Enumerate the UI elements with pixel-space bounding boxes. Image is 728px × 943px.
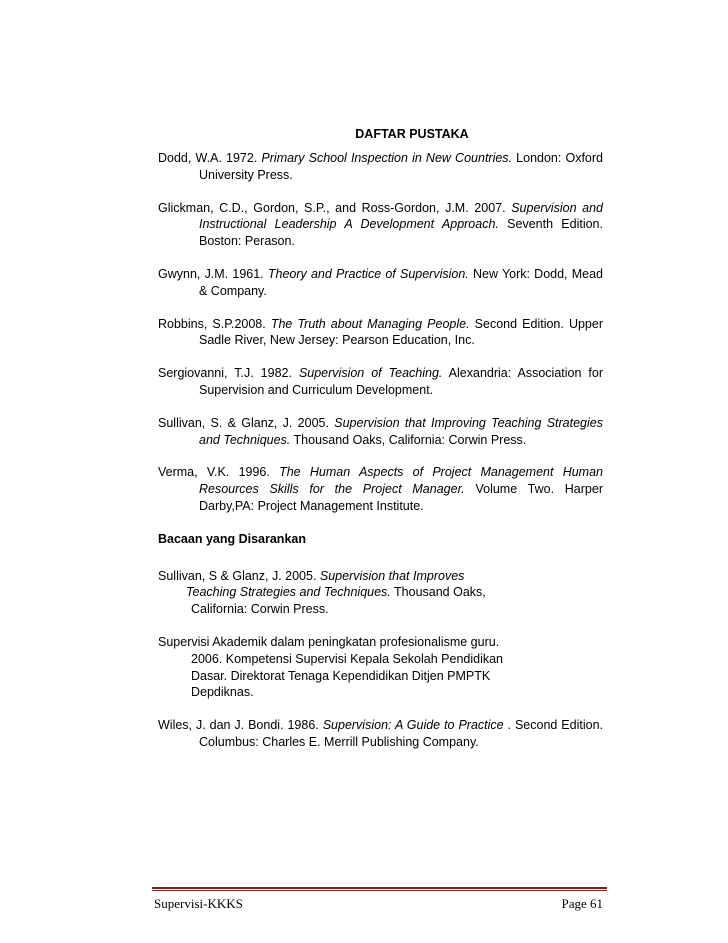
suggested-reference <box>158 634 603 701</box>
ref-line: Supervisi Akademik dalam peningkatan profesionalisme guru. <box>158 634 500 649</box>
ref-title: Supervision that Improving Teaching Strategies and Techniques. <box>199 415 603 447</box>
ref-publisher: Seventh Edition. Boston: Perason. <box>199 217 603 249</box>
ref-author-year: Glickman, C.D., Gordon, S.P., and Ross-Gordon, J.M. 2007. <box>158 200 512 215</box>
page-title: DAFTAR PUSTAKA <box>355 127 469 141</box>
reference-entry <box>158 365 603 399</box>
ref-title: Theory and Practice of Supervision. <box>267 266 469 281</box>
footer-page-number: Page 61 <box>561 896 603 911</box>
ref-author-year: Sullivan, S. & Glanz, J. 2005. <box>158 415 335 430</box>
reference-entry <box>158 464 603 514</box>
ref-line: California: Corwin Press. <box>191 602 329 617</box>
reference-entry <box>158 266 603 300</box>
ref-author-year: Robbins, S.P.2008. <box>158 316 271 331</box>
suggested-reference <box>158 568 603 618</box>
reference-entry <box>158 316 603 350</box>
ref-author-year: Wiles, J. dan J. Bondi. 1986. <box>158 718 323 733</box>
ref-publisher: Thousand Oaks, <box>390 585 486 600</box>
ref-author-year: Sergiovanni, T.J. 1982. <box>158 366 299 381</box>
ref-title: Supervision that Improves <box>319 568 465 583</box>
ref-author-year: Verma, V.K. 1996. <box>158 465 280 480</box>
ref-line <box>158 584 603 601</box>
ref-author-year: Sullivan, S & Glanz, J. 2005. <box>158 568 320 583</box>
ref-title: The Human Aspects of Project Management Human Resources Skills for the Project Manager. <box>199 465 603 497</box>
reference-entry <box>158 150 603 184</box>
ref-publisher: Volume Two. Harper Darby,PA: Project Management Institute. <box>199 482 603 513</box>
ref-publisher: . Second Edition. Columbus: Charles E. Merrill Publishing Company. <box>199 718 603 749</box>
ref-author-year: Dodd, W.A. 1972. <box>158 151 262 165</box>
ref-title: Supervision and Instructional Leadership A Development Approach. <box>199 200 603 232</box>
ref-title: The Truth about Managing People. <box>270 316 470 331</box>
ref-author-year: Gwynn, J.M. 1961. <box>158 266 268 281</box>
ref-title: Supervision of Teaching. <box>298 366 443 381</box>
suggested-reference <box>158 717 603 751</box>
ref-publisher: Thousand Oaks, California: Corwin Press. <box>290 432 527 447</box>
ref-publisher: Alexandria: Association for Supervision and Curriculum Development. <box>199 366 603 397</box>
bibliography <box>158 150 603 767</box>
ref-publisher: Second Edition. Upper Sadle River, New Jersey: Pearson Education, Inc. <box>199 316 603 348</box>
ref-publisher: New York: Dodd, Mead & Company. <box>199 266 603 298</box>
ref-line: Depdiknas. <box>191 685 254 700</box>
ref-line <box>158 568 603 585</box>
ref-line: Dasar. Direktorat Tenaga Kependidikan Ditjen PMPTK <box>191 668 491 683</box>
ref-title: Teaching Strategies and Techniques. <box>186 585 391 600</box>
footer-document-name: Supervisi-KKKS <box>154 896 243 911</box>
footer-rule <box>152 887 607 889</box>
reference-entry <box>158 200 603 250</box>
ref-publisher: London: Oxford University Press. <box>199 151 603 182</box>
ref-title: Primary School Inspection in New Countries. <box>261 151 513 165</box>
footer-rule <box>152 890 607 891</box>
ref-title: Supervision: A Guide to Practice <box>322 718 504 733</box>
reference-entry <box>158 415 603 449</box>
section-heading: Bacaan yang Disarankan <box>158 531 306 546</box>
ref-line: 2006. Kompetensi Supervisi Kepala Sekolah Pendidikan <box>191 651 504 666</box>
